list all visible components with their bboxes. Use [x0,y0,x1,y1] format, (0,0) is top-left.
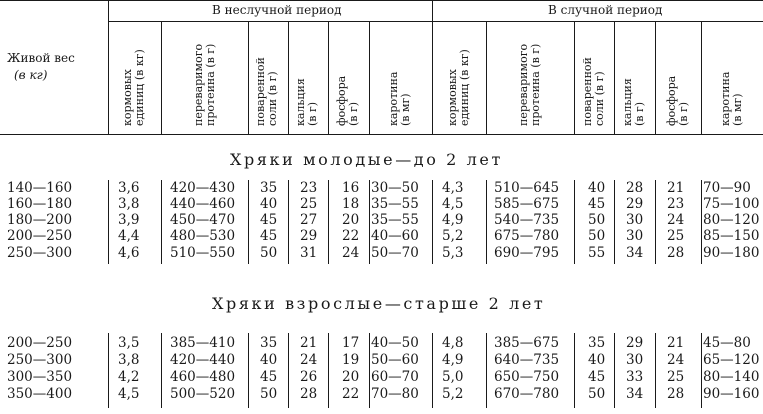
row-weight: 250—300 [7,352,73,368]
col-header-salt: поваренной соли (в г) [254,57,279,126]
header-bottom-rule [0,134,763,135]
table-cell: 27 [300,212,318,228]
table-cell: 19 [342,352,360,368]
period-divider-rule [108,21,763,22]
table-cell: 45 [260,212,278,228]
body-column-rule [161,180,162,264]
header-rule-9 [614,21,615,134]
row-weight: 350—400 [7,386,73,402]
table-cell: 24 [667,212,685,228]
table-cell: 3,5 [118,335,140,351]
body-column-rule [108,180,109,264]
row-weight: 200—250 [7,228,73,244]
table-cell: 40 [260,196,278,212]
body-column-rule [614,333,615,408]
body-column-rule [288,180,289,264]
header-rule-7 [486,21,487,134]
table-cell: 460—480 [170,369,236,385]
table-cell: 21 [300,335,318,351]
row-weight: 300—350 [7,369,73,385]
table-cell: 70—90 [703,180,751,196]
table-cell: 4,6 [118,245,140,261]
table-cell: 28 [667,386,685,402]
table-cell: 50 [260,386,278,402]
table-cell: 26 [300,369,318,385]
table-cell: 50—60 [371,352,419,368]
body-column-rule [655,180,656,264]
table-cell: 5,3 [442,245,464,261]
body-column-rule [288,333,289,408]
header-rule-10 [655,21,656,134]
body-column-rule [574,333,575,408]
table-cell: 35 [260,335,278,351]
body-column-rule [328,180,329,264]
header-rule-period [432,0,433,134]
body-column-rule [701,180,702,264]
header-top-rule [0,0,763,1]
table-cell: 28 [667,245,685,261]
section-title-adult-boars: Хряки взрослые—старше 2 лет [212,294,546,313]
body-column-rule [655,333,656,408]
table-cell: 3,8 [118,196,140,212]
table-cell: 21 [667,335,685,351]
table-cell: 25 [667,228,685,244]
table-cell: 30 [626,228,644,244]
table-cell: 640—735 [494,352,560,368]
table-cell: 45—80 [703,335,751,351]
table-cell: 17 [342,335,360,351]
header-rule-weight [108,0,109,134]
row-weight: 140—160 [7,180,73,196]
table-cell: 31 [300,245,318,261]
table-cell: 675—780 [494,228,560,244]
weight-unit-label: (в кг) [14,68,48,82]
body-column-rule [248,333,249,408]
row-weight: 160—180 [7,196,73,212]
table-cell: 4,9 [442,212,464,228]
table-cell: 70—80 [371,386,419,402]
col-header-protein-mating: переваримого протеина (в г) [517,43,542,126]
table-cell: 29 [626,196,644,212]
table-cell: 75—100 [703,196,760,212]
table-cell: 29 [300,228,318,244]
header-rule-4 [328,21,329,134]
table-cell: 30—50 [371,180,419,196]
table-cell: 4,4 [118,228,140,244]
table-cell: 40 [588,352,606,368]
table-cell: 50 [260,245,278,261]
table-cell: 690—795 [494,245,560,261]
table-cell: 60—70 [371,369,419,385]
table-cell: 24 [300,352,318,368]
table-cell: 650—750 [494,369,560,385]
table-cell: 5,0 [442,369,464,385]
table-cell: 45 [260,369,278,385]
table-cell: 50 [588,386,606,402]
col-header-phosphorus-mating: фосфора (в г) [665,75,690,126]
table-cell: 4,5 [118,386,140,402]
table-cell: 55 [588,245,606,261]
table-cell: 40 [588,180,606,196]
table-cell: 50 [588,228,606,244]
table-cell: 5,2 [442,386,464,402]
table-cell: 16 [342,180,360,196]
section-title-young-boars: Хряки молодые—до 2 лет [230,150,503,169]
table-cell: 30 [626,212,644,228]
table-cell: 80—140 [703,369,760,385]
body-column-rule [369,333,370,408]
table-cell: 30 [626,352,644,368]
table-cell: 540—735 [494,212,560,228]
col-header-feed-units: кормовых единиц (в кг) [121,49,146,126]
table-cell: 45 [260,228,278,244]
table-cell: 35—55 [371,196,419,212]
row-weight: 250—300 [7,245,73,261]
table-cell: 4,5 [442,196,464,212]
period-non-mating-header: В неслучной период [212,3,342,17]
table-cell: 45 [588,196,606,212]
table-cell: 22 [342,228,360,244]
table-cell: 40—60 [371,228,419,244]
table-cell: 510—550 [170,245,236,261]
table-cell: 33 [626,369,644,385]
body-column-rule [701,333,702,408]
table-cell: 23 [667,196,685,212]
body-column-rule [108,333,109,408]
period-mating-header: В случной период [548,3,663,17]
table-cell: 3,9 [118,212,140,228]
table-cell: 28 [626,180,644,196]
col-header-carotene-mating: каротина (в мг) [719,71,744,126]
row-weight: 200—250 [7,335,73,351]
table-cell: 670—780 [494,386,560,402]
body-column-rule [161,333,162,408]
table-cell: 385—675 [494,335,560,351]
table-cell: 80—120 [703,212,760,228]
table-cell: 20 [342,369,360,385]
table-cell: 585—675 [494,196,560,212]
header-rule-8 [574,21,575,134]
table-cell: 85—150 [703,228,760,244]
table-cell: 34 [626,386,644,402]
table-cell: 510—645 [494,180,560,196]
table-cell: 35 [260,180,278,196]
table-cell: 4,9 [442,352,464,368]
table-cell: 28 [300,386,318,402]
body-column-rule [328,333,329,408]
table-cell: 35 [588,335,606,351]
row-weight: 180—200 [7,212,73,228]
table-cell: 24 [342,245,360,261]
table-cell: 50 [588,212,606,228]
table-cell: 29 [626,335,644,351]
header-rule-2 [248,21,249,134]
table-cell: 40 [260,352,278,368]
header-rule-3 [288,21,289,134]
table-cell: 24 [667,352,685,368]
table-cell: 440—460 [170,196,236,212]
table-cell: 4,8 [442,335,464,351]
body-column-rule [486,333,487,408]
body-column-rule [432,180,433,264]
table-cell: 420—440 [170,352,236,368]
table-cell: 21 [667,180,685,196]
body-column-rule [369,180,370,264]
body-column-rule [432,333,433,408]
table-cell: 34 [626,245,644,261]
col-header-calcium-mating: кальция (в г) [621,78,646,126]
table-cell: 4,2 [118,369,140,385]
col-header-salt-mating: поваренной соли (в г) [581,57,606,126]
table-cell: 50—70 [371,245,419,261]
col-header-feed-units-mating: кормовых единиц (в кг) [446,49,471,126]
table-cell: 45 [588,369,606,385]
table-cell: 22 [342,386,360,402]
table-cell: 3,8 [118,352,140,368]
col-header-calcium: кальция (в г) [294,78,319,126]
table-cell: 90—180 [703,245,760,261]
table-cell: 23 [300,180,318,196]
table-cell: 25 [300,196,318,212]
header-rule-1 [161,21,162,134]
table-cell: 450—470 [170,212,236,228]
body-column-rule [574,180,575,264]
header-rule-11 [701,21,702,134]
col-header-carotene: каротина (в мг) [387,71,412,126]
table-cell: 90—160 [703,386,760,402]
weight-label: Живой вес [7,51,75,65]
table-cell: 65—120 [703,352,760,368]
header-rule-5 [369,21,370,134]
table-cell: 25 [667,369,685,385]
table-cell: 35—55 [371,212,419,228]
table-cell: 20 [342,212,360,228]
table-cell: 4,3 [442,180,464,196]
table-cell: 480—530 [170,228,236,244]
col-header-protein: переваримого протеина (в г) [192,43,217,126]
table-cell: 40—50 [371,335,419,351]
table-cell: 500—520 [170,386,236,402]
col-header-phosphorus: фосфора (в г) [335,75,360,126]
table-cell: 5,2 [442,228,464,244]
table-cell: 3,6 [118,180,140,196]
body-column-rule [248,180,249,264]
body-column-rule [486,180,487,264]
table-cell: 385—410 [170,335,236,351]
table-cell: 18 [342,196,360,212]
table-cell: 420—430 [170,180,236,196]
body-column-rule [614,180,615,264]
